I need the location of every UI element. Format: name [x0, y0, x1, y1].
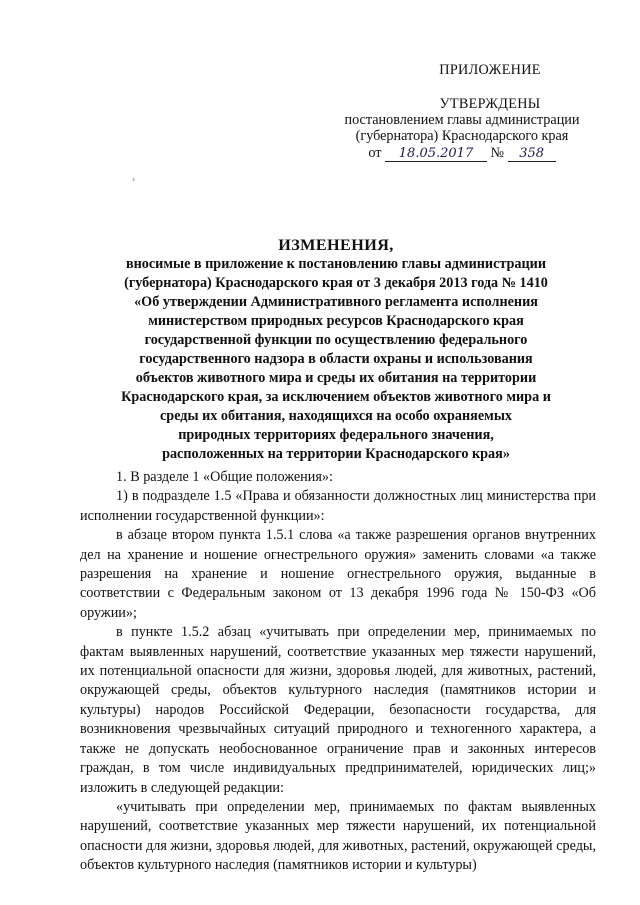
subtitle-line: объектов животного мира и среды их обитания на территории [135, 370, 537, 386]
body-paragraph: 1. В разделе 1 «Общие положения»: [116, 469, 333, 485]
body-paragraph: «учитывать при определении мер, принимаемых по фактам выявленных нарушений, соответствие указанных мер тяжести нарушений, их потенциальной опасности для жизни, здоровья людей, для животных, растений, окружающей среды, объектов культурного наследия (памятников истории и культуры) [80, 798, 596, 874]
subtitle-line: министерством природных ресурсов Краснодарского края [148, 313, 524, 329]
approved-line: постановлением главы администрации [344, 112, 580, 128]
subtitle-line: Краснодарского края, за исключением объектов животного мира и [121, 389, 551, 405]
resolution-date-line [322, 145, 602, 162]
document-body [80, 468, 596, 876]
stray-mark: › [132, 174, 136, 185]
appendix-label: ПРИЛОЖЕНИЕ [439, 62, 541, 78]
handwritten-number: 358 [508, 147, 556, 162]
approval-block [322, 62, 602, 162]
subtitle-line: среды их обитания, находящихся на особо охраняемых [160, 408, 512, 424]
date-prefix: от [368, 145, 382, 161]
subtitle-line: (губернатора) Краснодарского края от 3 декабря 2013 года № 1410 [124, 275, 548, 291]
subtitle-line: государственной функции по осуществлению федерального [144, 332, 528, 348]
body-paragraph: в абзаце втором пункта 1.5.1 слова «а также разрешения органов внутренних дел на хранение и ношение огнестрельного оружия» заменить словами «а также разрешения на хранение и ношение огнестрельного оружия, выданные в соответствии с Федеральным законом от 13 декабря 1996 года № 150-ФЗ «Об оружии»; [80, 527, 596, 621]
number-prefix: № [490, 145, 505, 161]
subtitle-line: вносимые в приложение к постановлению главы администрации [125, 256, 547, 272]
approved-label: УТВЕРЖДЕНЫ [439, 96, 541, 112]
subtitle-line: «Об утверждении Административного регламента исполнения [134, 294, 538, 310]
subtitle-line: расположенных на территории Краснодарского края» [162, 446, 510, 462]
approved-line: (губернатора) Краснодарского края [355, 128, 569, 144]
subtitle-line: государственного надзора в области охраны и использования [139, 351, 533, 367]
subtitle-line: природных территориях федерального значения, [178, 427, 494, 443]
document-title: ИЗМЕНЕНИЯ, [278, 236, 394, 254]
document-subtitle [70, 255, 602, 464]
handwritten-date: 18.05.2017 [385, 147, 487, 162]
body-paragraph: в пункте 1.5.2 абзац «учитывать при определении мер, принимаемых по фактам выявленных нарушений, соответствие указанных мер тяжести нарушений, их потенциальной опасности для жизни, здоровья людей, для животных, растений, окружающей среды, объектов культурного наследия (памятников истории и культуры) народов Российской Федерации, безопасности государства, для возникновения чрезвычайных ситуаций природного и техногенного характера, а также не допускать необоснованное ограничение прав и законных интересов граждан, в том числе индивидуальных предпринимателей, юридических лиц;» изложить в следующей редакции: [80, 624, 596, 796]
body-paragraph: 1) в подразделе 1.5 «Права и обязанности должностных лиц министерства при исполнении государственной функции»: [80, 488, 596, 524]
